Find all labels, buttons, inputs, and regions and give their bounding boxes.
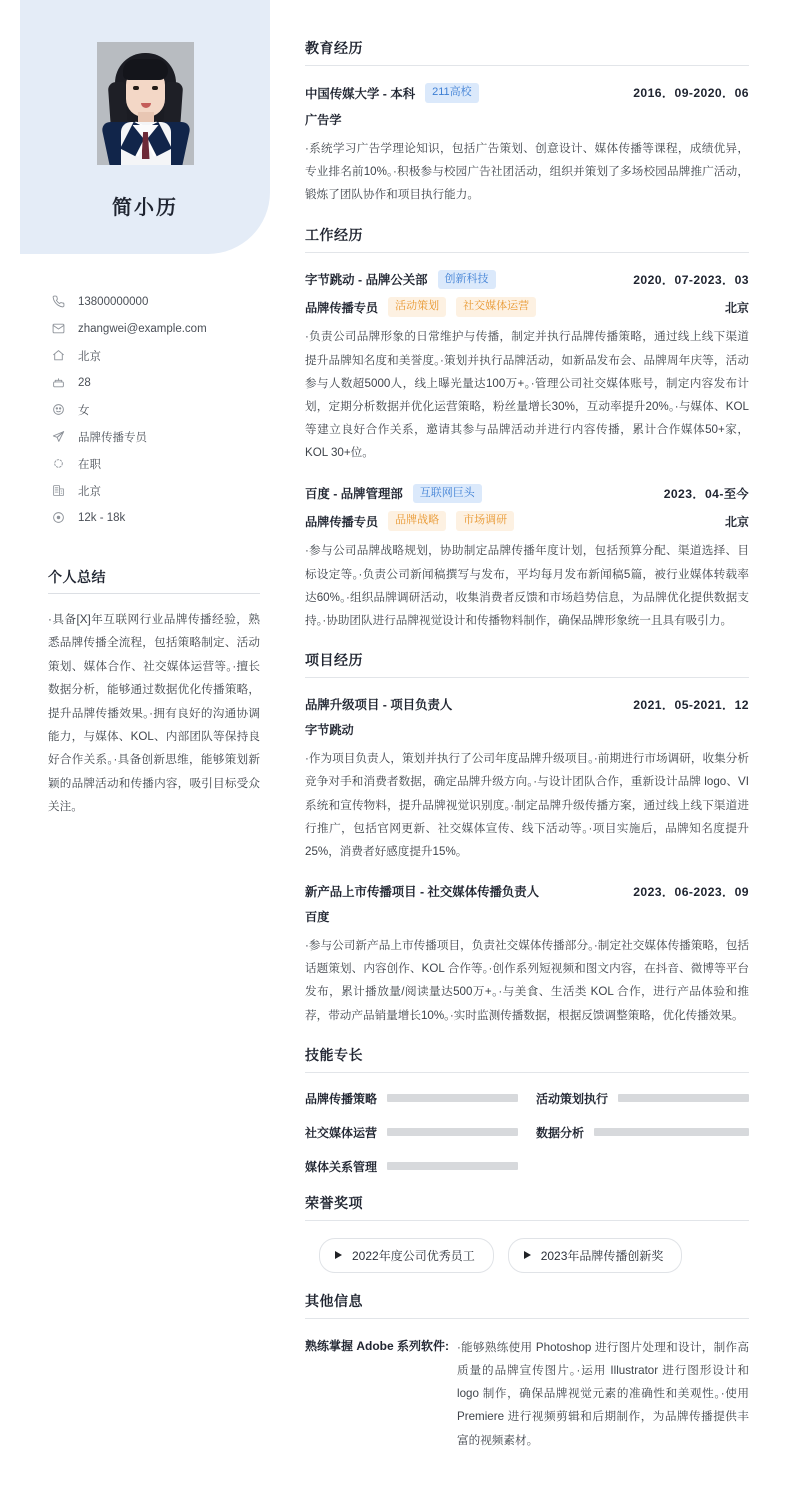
project-date: 2023．06-2023．09 bbox=[633, 884, 749, 899]
awards-row bbox=[319, 1238, 749, 1273]
contact-value: 北京 bbox=[78, 485, 101, 498]
building-icon bbox=[52, 483, 69, 498]
projects-heading: 项目经历 bbox=[305, 650, 749, 678]
contact-item-phone bbox=[52, 288, 262, 315]
paper-plane-icon bbox=[52, 429, 69, 444]
phone-icon bbox=[52, 294, 69, 309]
education-major: 广告学 bbox=[305, 112, 342, 127]
company-tag: 创新科技 bbox=[438, 270, 496, 290]
skill-label: 数据分析 bbox=[536, 1125, 585, 1140]
contact-value: zhangwei@example.com bbox=[78, 322, 207, 335]
work-role: 品牌传播专员 bbox=[305, 514, 379, 529]
skills-heading: 技能专长 bbox=[305, 1045, 749, 1073]
contact-value: 28 bbox=[78, 376, 91, 389]
skill-label: 媒体关系管理 bbox=[305, 1159, 378, 1174]
summary-heading: 个人总结 bbox=[48, 567, 260, 594]
section-skills bbox=[305, 1045, 749, 1175]
company-name: 百度 - 品牌管理部 bbox=[305, 487, 403, 502]
project-company: 百度 bbox=[305, 910, 330, 925]
contact-item-city bbox=[52, 477, 262, 504]
other-heading: 其他信息 bbox=[305, 1291, 749, 1319]
work-location: 北京 bbox=[724, 300, 749, 315]
target-icon bbox=[52, 510, 69, 525]
birthday-icon bbox=[52, 375, 69, 390]
company-tag: 互联网巨头 bbox=[413, 484, 482, 504]
contact-item-home bbox=[52, 342, 262, 369]
email-icon bbox=[52, 321, 69, 336]
skill-label: 社交媒体运营 bbox=[305, 1125, 378, 1140]
other-row bbox=[305, 1336, 749, 1452]
education-entry bbox=[305, 83, 749, 207]
work-date: 2020．07-2023．03 bbox=[633, 272, 749, 287]
contact-item-email bbox=[52, 315, 262, 342]
work-date: 2023．04-至今 bbox=[663, 486, 749, 501]
play-triangle-icon bbox=[524, 1251, 531, 1259]
award-label: 2023年品牌传播创新奖 bbox=[540, 1248, 664, 1263]
education-heading: 教育经历 bbox=[305, 38, 749, 66]
contact-value: 13800000000 bbox=[78, 295, 149, 308]
award-chip[interactable] bbox=[319, 1238, 494, 1273]
work-heading: 工作经历 bbox=[305, 225, 749, 253]
school-tag: 211高校 bbox=[425, 83, 479, 103]
education-date: 2016．09-2020．06 bbox=[633, 86, 749, 101]
section-projects bbox=[305, 650, 749, 1027]
project-description: ·作为项目负责人，策划并执行了公司年度品牌升级项目。·前期进行市场调研，收集分析竞争对手和消费者数据，确定品牌升级方向。·与设计团队合作，重新设计品牌 logo、VI 系统和宣传物料，提升品牌视觉识别度。·制定品牌升级传播方案，通过线上线下渠道进行推广，包括官网更新、社交媒体宣传、线下活动等。·项目实施后，品牌知名度提升25%，消费者好感度提升15%。 bbox=[305, 752, 749, 858]
contact-value: 12k - 18k bbox=[78, 511, 126, 524]
gender-icon bbox=[52, 402, 69, 417]
education-description: ·系统学习广告学理论知识，包括广告策划、创意设计、媒体传播等课程，成绩优异，专业排名前10%。·积极参与校园广告社团活动，组织并策划了多场校园品牌推广活动，锻炼了团队协作和项目执行能力。 bbox=[305, 141, 749, 202]
project-name: 新产品上市传播项目 - 社交媒体传播负责人 bbox=[305, 885, 540, 900]
project-name: 品牌升级项目 - 项目负责人 bbox=[305, 698, 453, 713]
skill-progress-track bbox=[594, 1128, 749, 1136]
skill-item bbox=[305, 1158, 518, 1175]
profile-header bbox=[20, 0, 270, 254]
project-date: 2021．05-2021．12 bbox=[633, 697, 749, 712]
other-label: 熟练掌握 Adobe 系列软件: bbox=[305, 1338, 449, 1353]
skill-item bbox=[536, 1124, 749, 1141]
contact-value: 北京 bbox=[78, 350, 101, 363]
school-name: 中国传媒大学 - 本科 bbox=[305, 86, 416, 101]
contact-value: 在职 bbox=[78, 458, 101, 471]
section-other bbox=[305, 1291, 749, 1452]
skill-item bbox=[305, 1090, 518, 1107]
skill-item bbox=[536, 1090, 749, 1107]
skills-grid bbox=[305, 1090, 749, 1175]
home-icon bbox=[52, 348, 69, 363]
work-role: 品牌传播专员 bbox=[305, 300, 379, 315]
work-entry bbox=[305, 270, 749, 465]
skill-progress-track bbox=[387, 1094, 518, 1102]
summary-text: ·具备[X]年互联网行业品牌传播经验，熟悉品牌传播全流程，包括策略制定、活动策划、媒体合作、社交媒体运营等。·擅长数据分析，能够通过数据优化传播策略，提升品牌传播效果。·拥有良好的沟通协调能力，与媒体、KOL、内部团队等保持良好合作关系。·具备创新思维，能够策划新颖的品牌活动和传播内容，吸引目标受众关注。 bbox=[48, 613, 260, 814]
contact-item-age bbox=[52, 369, 262, 396]
project-entry bbox=[305, 695, 749, 863]
summary-section bbox=[48, 567, 260, 819]
work-entry bbox=[305, 484, 749, 633]
section-education bbox=[305, 38, 749, 207]
project-entry bbox=[305, 882, 749, 1027]
role-tag: 社交媒体运营 bbox=[456, 297, 536, 317]
skill-progress-track bbox=[387, 1128, 518, 1136]
company-name: 字节跳动 - 品牌公关部 bbox=[305, 273, 428, 288]
role-tag: 活动策划 bbox=[388, 297, 446, 317]
contact-item-job bbox=[52, 423, 262, 450]
other-text: ·能够熟练使用 Photoshop 进行图片处理和设计，制作高质量的品牌宣传图片。·运用 Illustrator 进行图形设计和 logo 制作，确保品牌视觉元素的准确性和美观性。·使用 Premiere 进行视频剪辑和后期制作，为品牌传播提供丰富的视频素材。 bbox=[457, 1340, 749, 1447]
profile-photo bbox=[97, 42, 194, 165]
role-tag: 品牌战略 bbox=[388, 511, 446, 531]
skill-item bbox=[305, 1124, 518, 1141]
work-location: 北京 bbox=[724, 514, 749, 529]
contact-list bbox=[52, 288, 262, 531]
award-label: 2022年度公司优秀员工 bbox=[352, 1248, 475, 1263]
section-awards bbox=[305, 1193, 749, 1273]
play-triangle-icon bbox=[335, 1251, 342, 1259]
award-chip[interactable] bbox=[508, 1238, 683, 1273]
section-work bbox=[305, 225, 749, 633]
skill-progress-track bbox=[387, 1162, 518, 1170]
awards-heading: 荣誉奖项 bbox=[305, 1193, 749, 1221]
skill-progress-track bbox=[618, 1094, 749, 1102]
project-company: 字节跳动 bbox=[305, 723, 354, 738]
contact-value: 品牌传播专员 bbox=[78, 431, 147, 444]
sidebar bbox=[0, 0, 290, 819]
work-description: ·参与公司品牌战略规划，协助制定品牌传播年度计划，包括预算分配、渠道选择、目标设定等。·负责公司新闻稿撰写与发布，平均每月发布新闻稿5篇，被行业媒体转载率达60%。·组织品牌调研活动，收集消费者反馈和市场趋势信息，为品牌优化提供数据支持。·协助团队进行品牌视觉设计和传播物料制作，确保品牌形象统一且具有吸引力。 bbox=[305, 544, 749, 627]
skill-label: 活动策划执行 bbox=[536, 1091, 609, 1106]
contact-item-gender bbox=[52, 396, 262, 423]
person-name: 简小历 bbox=[112, 197, 178, 219]
role-tag: 市场调研 bbox=[456, 511, 514, 531]
main-column bbox=[290, 0, 794, 1486]
contact-value: 女 bbox=[78, 404, 90, 417]
project-description: ·参与公司新产品上市传播项目，负责社交媒体传播部分。·制定社交媒体传播策略，包括话题策划、内容创作、KOL 合作等。·创作系列短视频和图文内容，在抖音、微博等平台发布，累计播放量/阅读量达500万+。·与美食、生活类 KOL 合作，进行产品体验和推荐，带动产品销量增长10%。·实时监测传播数据，根据反馈调整策略，优化传播效果。 bbox=[305, 939, 749, 1022]
contact-item-salary bbox=[52, 504, 262, 531]
status-icon bbox=[52, 456, 69, 471]
skill-label: 品牌传播策略 bbox=[305, 1091, 378, 1106]
work-description: ·负责公司品牌形象的日常维护与传播，制定并执行品牌传播策略，通过线上线下渠道提升品牌知名度和美誉度。·策划并执行品牌活动，如新品发布会、品牌周年庆等，活动参与人数超5000人，线上曝光量达100万+。·管理公司社交媒体账号，制定内容发布计划，定期分析数据并优化运营策略，粉丝量增长30%，互动率提升20%。·与媒体、KOL等建立良好合作关系，邀请其参与品牌活动并进行内容传播，累计合作媒体50+家，KOL 30+位。 bbox=[305, 330, 749, 460]
contact-item-status bbox=[52, 450, 262, 477]
